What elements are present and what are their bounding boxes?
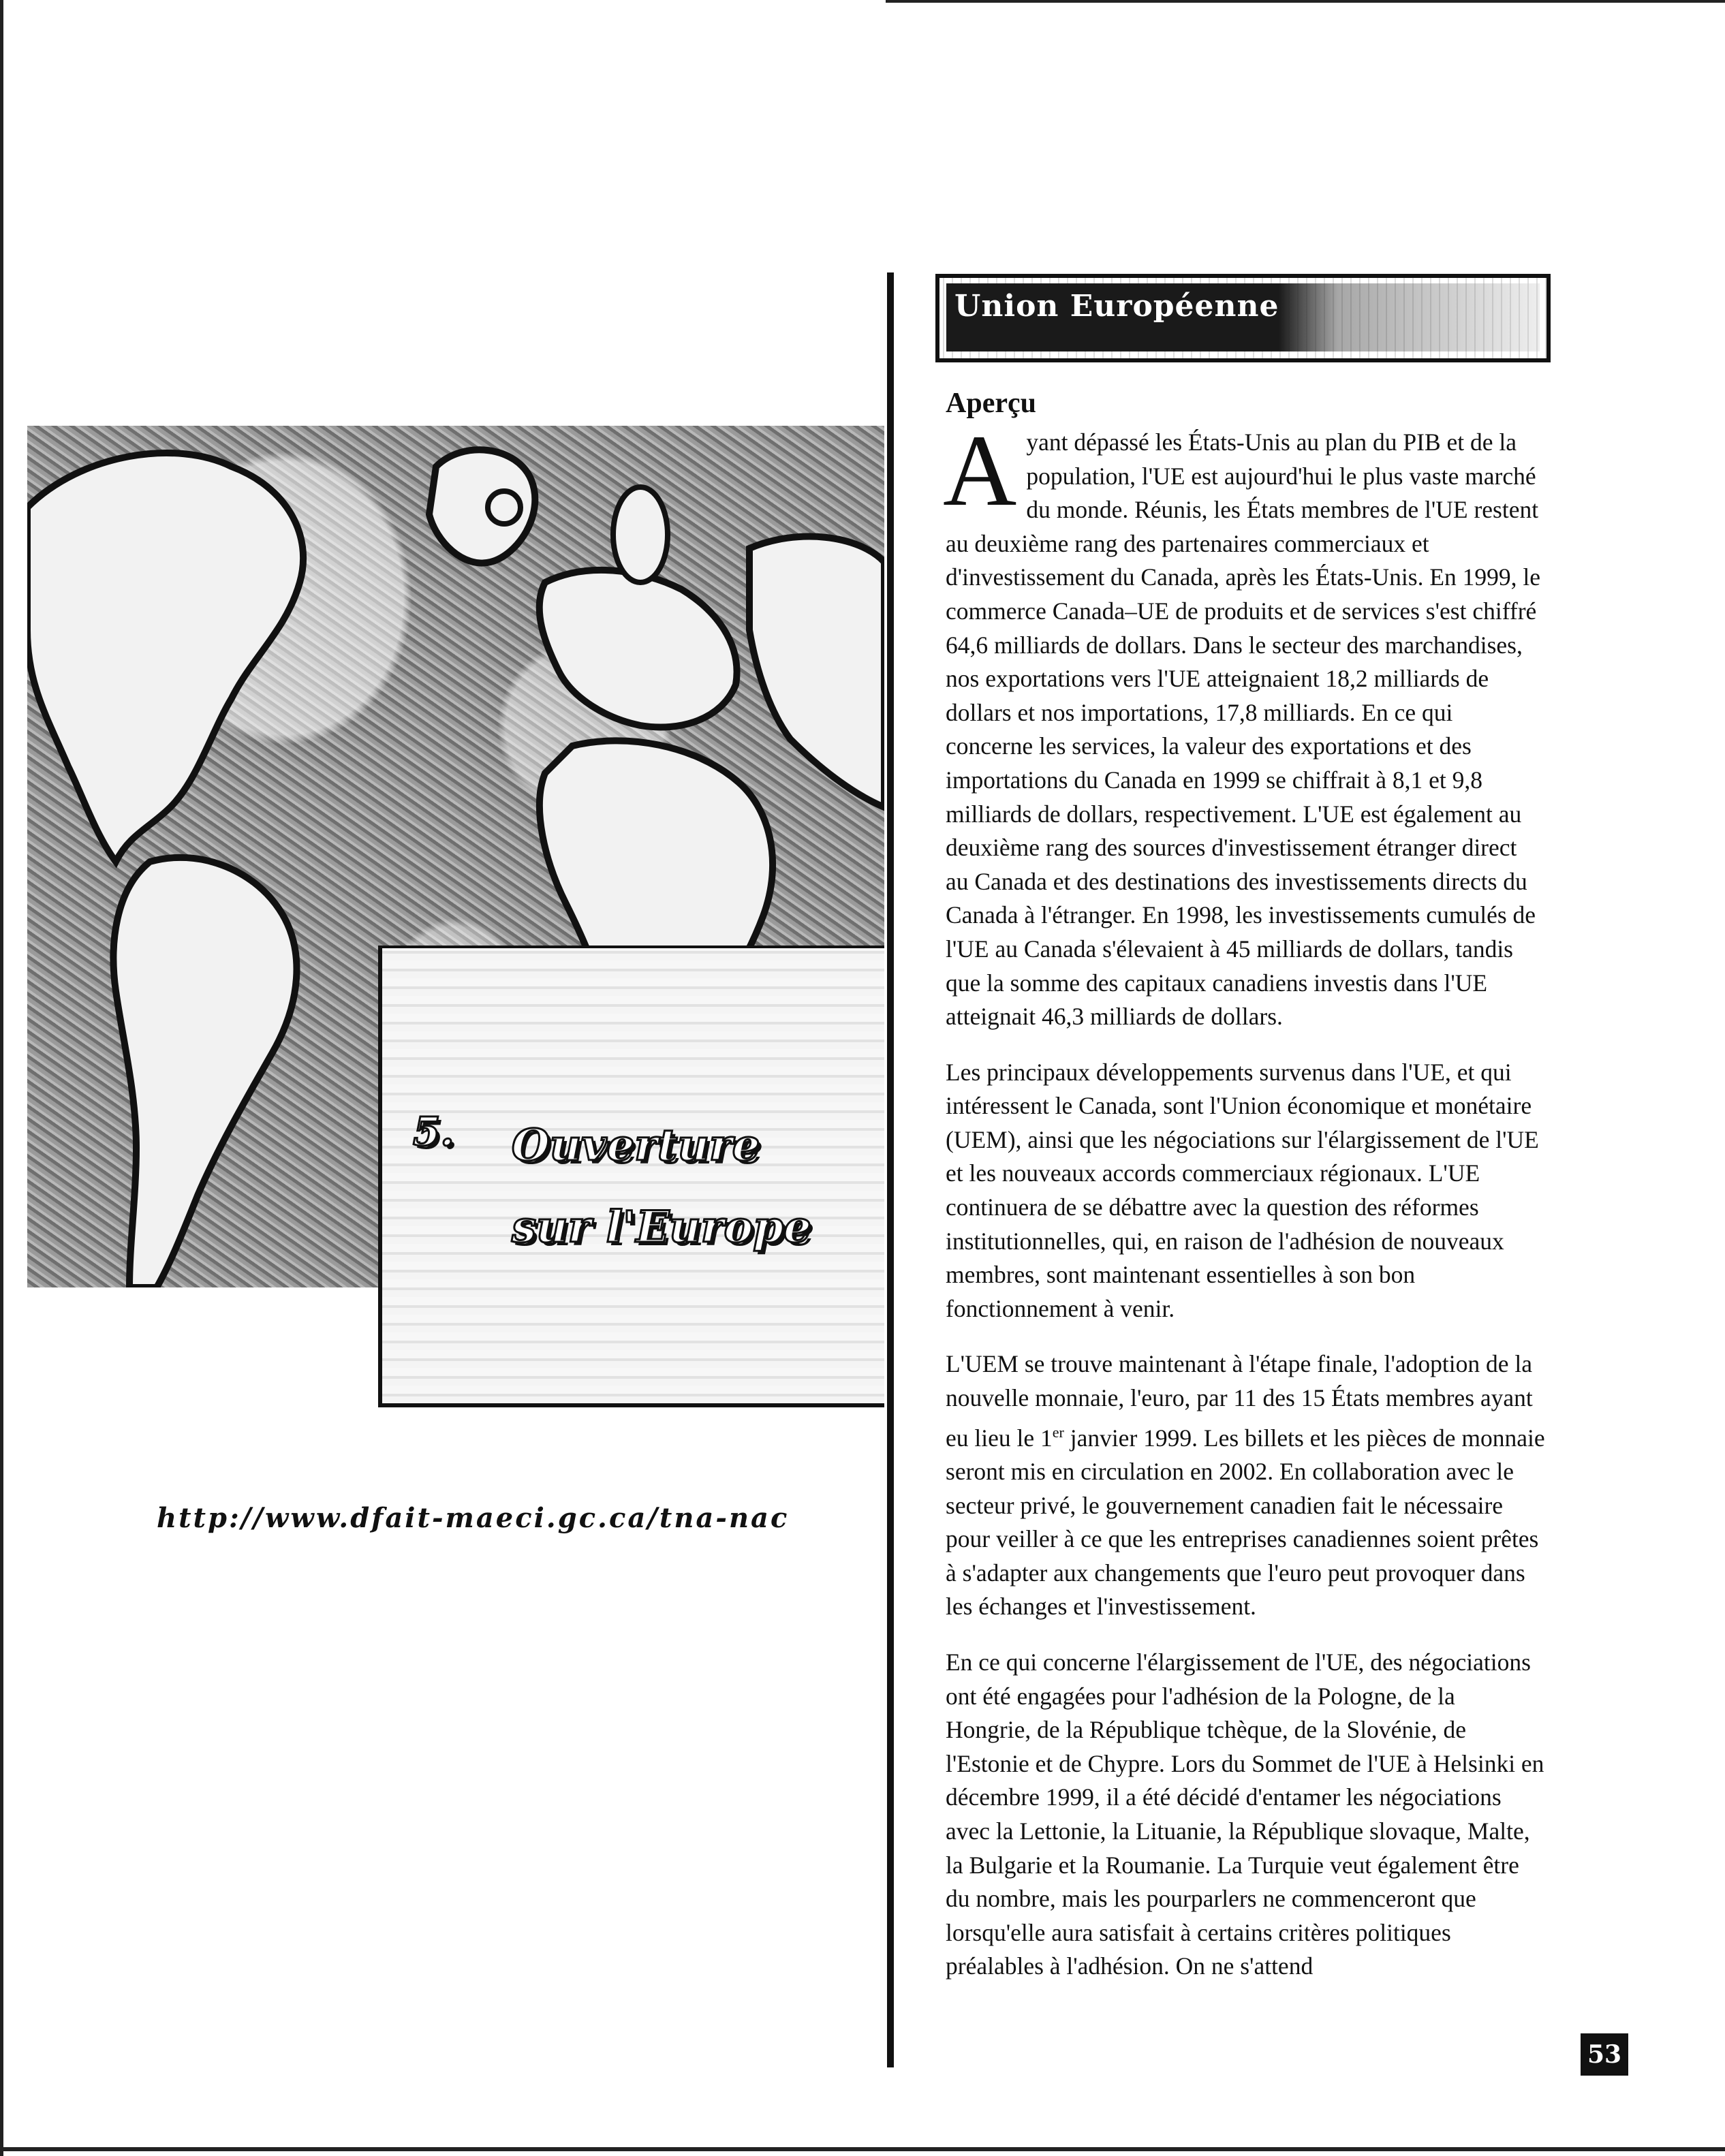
- section-banner-label: Union Européenne: [954, 289, 1279, 324]
- scan-edge-left: [0, 0, 3, 2156]
- continent-asia: [749, 537, 884, 807]
- ordinal-superscript: er: [1052, 1423, 1064, 1441]
- chapter-number: 5.: [413, 1108, 454, 1155]
- continent-europe: [540, 570, 737, 728]
- paragraph-2: Les principaux développements survenus dans l'UE, et qui intéressent le Canada, sont l'Union économique et monétaire (UEM), ainsi que les négociations sur l'élargissement de l'UE et les nouveaux accords commerciaux régionaux. L'UE continuera de se débattre avec la question des réformes institutionnelles, qui, en raison de l'adhésion de nouveaux membres, sont maintenant essentielles à son bon fonctionnement à venir.: [946, 1058, 1539, 1322]
- chapter-title-line-1: Ouverture: [512, 1120, 760, 1171]
- chapter-title-box: [378, 946, 884, 1407]
- scan-edge-bottom: [0, 2147, 1725, 2151]
- section-banner: [935, 274, 1551, 362]
- paragraph-3-text-a: L'UEM se trouve maintenant à l'étape finale, l'adoption de la nouvelle monnaie, l'euro, par 11 des 15 États membres ayant eu lieu le 1: [946, 1350, 1533, 1452]
- text-column: [943, 386, 1545, 2005]
- paragraph-1-text: yant dépassé les États-Unis au plan du PIB et de la population, l'UE est aujourd'hui le plus vaste marché du monde. Réunis, les États membres de l'UE restent au deuxième rang des partenaires commerciaux et d'investissement du Canada, après les États-Unis. En 1999, le commerce Canada–UE de produits et de services s'est chiffré 64,6 milliards de dollars. Dans le secteur des marchandises, nos exportations vers l'UE atteignaient 18,2 milliards de dollars et nos importations, 17,8 milliards. En ce qui concerne les services, la valeur des exportations et des importations du Canada en 1999 se chiffrait à 8,1 et 9,8 milliards de dollars, respectivement. L'UE est également au deuxième rang des sources d'investissement étranger direct au Canada et des destinations des investissements directs du Canada à l'étranger. En 1998, les investissements cumulés de l'UE au Canada s'élevaient à 45 milliards de dollars, tandis que la somme des capitaux canadiens investis dans l'UE atteignait 46,3 milliards de dollars.: [946, 428, 1541, 1031]
- section-heading: Aperçu: [946, 388, 1036, 419]
- scan-edge-top: [886, 0, 1725, 3]
- column-divider: [887, 272, 894, 2067]
- paragraph-4: En ce qui concerne l'élargissement de l'UE, des négociations ont été engagées pour l'adhésion de la Pologne, de la Hongrie, de la République tchèque, de la Slovénie, de l'Estonie et de Chypre. Lors du Sommet de l'UE à Helsinki en décembre 1999, il a été décidé d'entamer les négociations avec la Lettonie, la Lituanie, la République slovaque, Malte, la Bulgarie et la Roumanie. La Turquie veut également être du nombre, mais les pourparlers ne commenceront que lorsqu'elle aura satisfait à certains critères politiques préalables à l'adhésion. On ne s'attend: [946, 1649, 1544, 1980]
- continent-north-america: [27, 453, 303, 862]
- section-banner-bar: [946, 283, 1540, 351]
- paragraph-1: [943, 414, 1545, 1034]
- paragraph-3-text-b: janvier 1999. Les billets et les pièces de monnaie seront mis en circulation en 2002. En collaboration avec le secteur privé, le gouvernement canadien fait le nécessaire pour veiller à ce que les entreprises canadiennes soient prêtes à s'adapter aux changements que l'euro peut provoquer dans les échanges et l'investissement.: [946, 1424, 1545, 1621]
- chapter-title-line-2: sur l'Europe: [512, 1202, 811, 1253]
- continent-south-america: [114, 858, 297, 1287]
- page-number: 53: [1581, 2033, 1628, 2076]
- chapter-url[interactable]: http://www.dfait-maeci.gc.ca/tna-nac: [157, 1502, 790, 1534]
- paragraph-3: [946, 1347, 1545, 1624]
- drop-cap: A: [943, 414, 1017, 527]
- chapter-title: [512, 1105, 866, 1268]
